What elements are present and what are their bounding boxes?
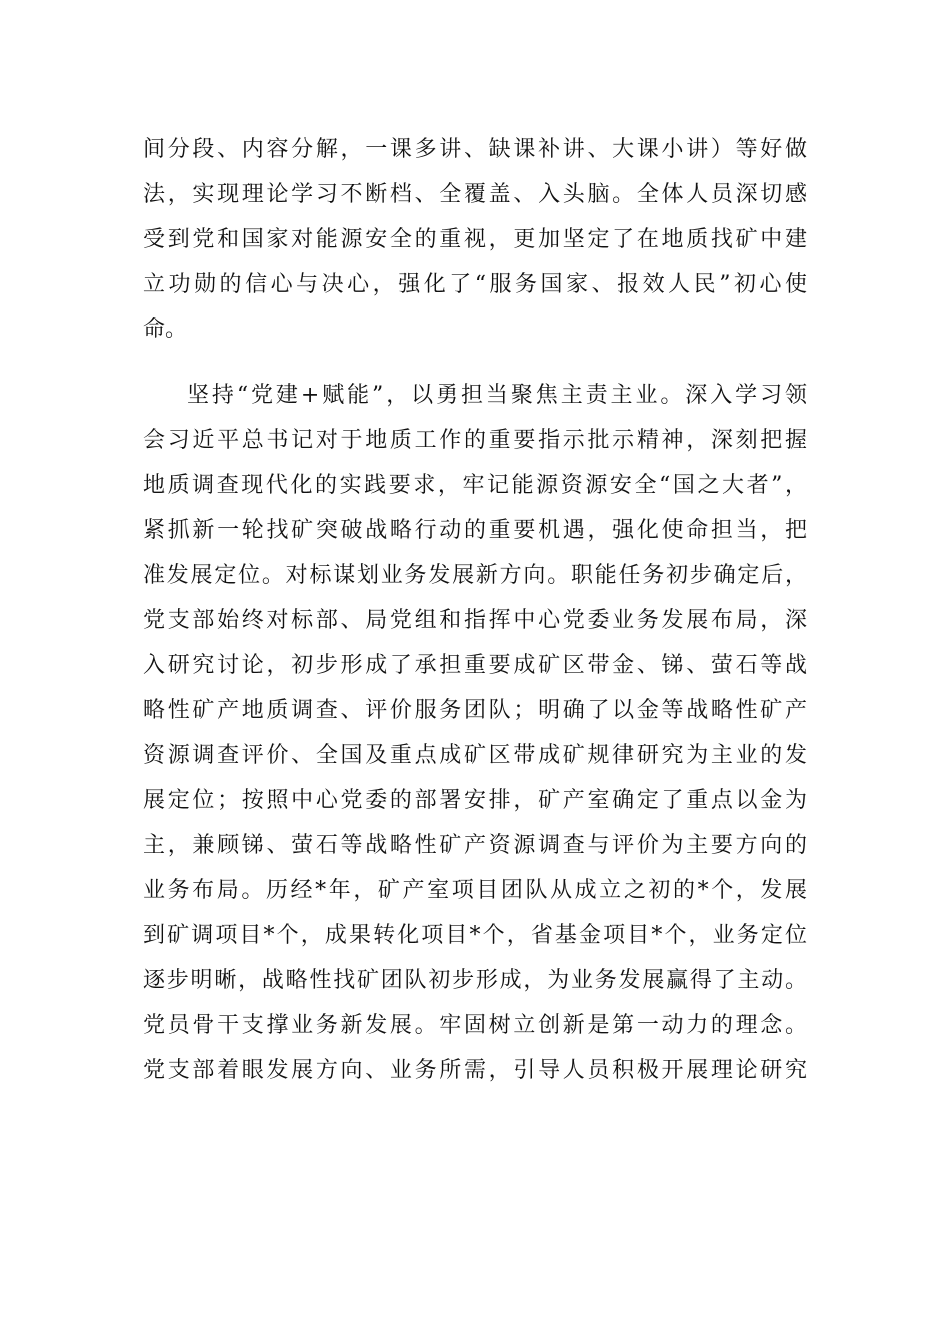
text-line: 准发展定位。对标谋划业务发展新方向。职能任务初步确定后， (143, 563, 807, 588)
text-line: 坚持“党建+赋能”，以勇担当聚焦主责主业。深入学习领 (187, 383, 807, 408)
text-line: 地质调查现代化的实践要求，牢记能源资源安全“国之大者”， (143, 473, 807, 498)
text-line: 资源调查评价、全国及重点成矿区带成矿规律研究为主业的发 (143, 743, 807, 768)
text-line: 法，实现理论学习不断档、全覆盖、入头脑。全体人员深切感 (143, 182, 807, 207)
text-line: 到矿调项目*个，成果转化项目*个，省基金项目*个，业务定位 (143, 923, 807, 948)
text-line: 业务布局。历经*年，矿产室项目团队从成立之初的*个，发展 (143, 878, 807, 903)
text-line: 党支部着眼发展方向、业务所需，引导人员积极开展理论研究 (143, 1058, 807, 1083)
text-line: 受到党和国家对能源安全的重视，更加坚定了在地质找矿中建 (143, 227, 807, 252)
text-line: 立功勋的信心与决心，强化了“服务国家、报效人民”初心使 (143, 272, 807, 297)
text-line: 略性矿产地质调查、评价服务团队；明确了以金等战略性矿产 (143, 698, 807, 723)
text-line: 主，兼顾锑、萤石等战略性矿产资源调查与评价为主要方向的 (143, 833, 807, 858)
text-line: 党支部始终对标部、局党组和指挥中心党委业务发展布局，深 (143, 608, 807, 633)
text-line: 命。 (143, 317, 188, 342)
paragraph-2 (143, 373, 807, 1093)
text-line: 紧抓新一轮找矿突破战略行动的重要机遇，强化使命担当，把 (143, 518, 807, 543)
text-line: 入研究讨论，初步形成了承担重要成矿区带金、锑、萤石等战 (143, 653, 807, 678)
paragraph-spacer (143, 352, 807, 373)
text-line: 间分段、内容分解，一课多讲、缺课补讲、大课小讲）等好做 (143, 137, 807, 162)
text-line: 会习近平总书记对于地质工作的重要指示批示精神，深刻把握 (143, 428, 807, 453)
text-line: 展定位；按照中心党委的部署安排，矿产室确定了重点以金为 (143, 788, 807, 813)
document-body (143, 127, 807, 1093)
paragraph-1 (143, 127, 807, 352)
text-line: 逐步明晰，战略性找矿团队初步形成，为业务发展赢得了主动。 (143, 968, 807, 993)
text-line: 党员骨干支撑业务新发展。牢固树立创新是第一动力的理念。 (143, 1013, 807, 1038)
